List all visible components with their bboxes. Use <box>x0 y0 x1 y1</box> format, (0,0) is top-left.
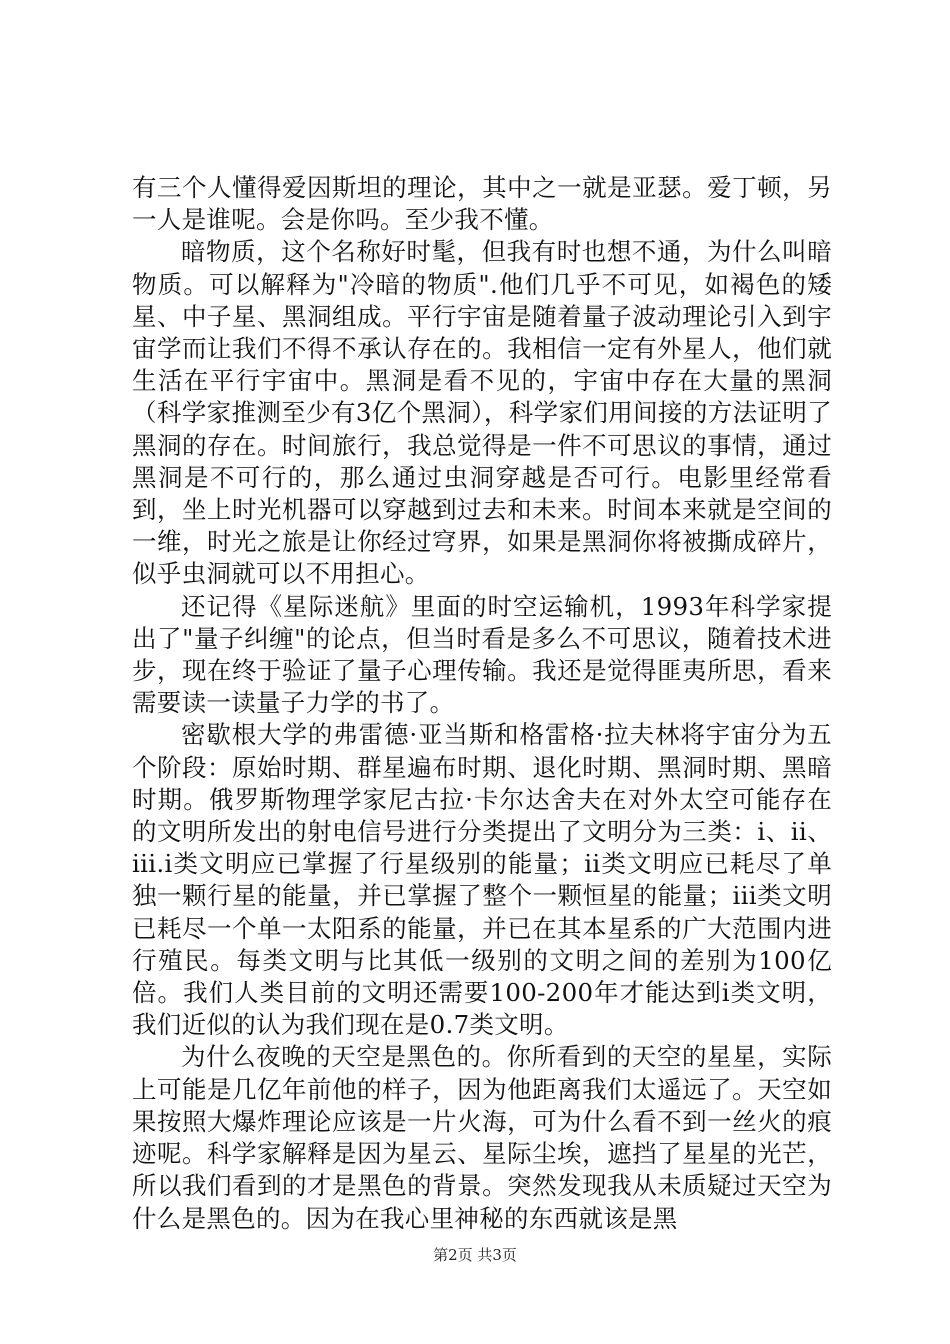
body-text <box>132 172 832 1235</box>
paragraph-5: 为什么夜晚的天空是黑色的。你所看到的天空的星星，实际上可能是几亿年前他的样子，因为他距离我们太遥远了。天空如果按照大爆炸理论应该是一片火海，可为什么看不到一丝火的痕迹呢。科学家解释是因为星云、星际尘埃，遮挡了星星的光芒，所以我们看到的才是黑色的背景。突然发现我从未质疑过天空为什么是黑色的。因为在我心里神秘的东西就该是黑 <box>132 1042 832 1233</box>
paragraph-1: 有三个人懂得爱因斯坦的理论，其中之一就是亚瑟。爱丁顿，另一人是谁呢。会是你吗。至少我不懂。 <box>132 173 832 235</box>
page-number-footer: 第2页 共3页 <box>433 1246 517 1264</box>
paragraph-3: 还记得《星际迷航》里面的时空运输机，1993年科学家提出了"量子纠缠"的论点，但当时看是多么不可思议，随着技术进步，现在终于验证了量子心理传输。我还是觉得匪夷所思，看来需要读一读量子力学的书了。 <box>132 591 832 718</box>
paragraph-4: 密歇根大学的弗雷德·亚当斯和格雷格·拉夫林将宇宙分为五个阶段：原始时期、群星遍布时期、退化时期、黑洞时期、黑暗时期。俄罗斯物理学家尼古拉·卡尔达舍夫在对外太空可能存在的文明所发出的射电信号进行分类提出了文明分为三类：i、ii、iii.i类文明应已掌握了行星级别的能量；ii类文明应已耗尽了单独一颗行星的能量，并已掌握了整个一颗恒星的能量；iii类文明已耗尽一个单一太阳系的能量，并已在其本星系的广大范围内进行殖民。每类文明与比其低一级别的文明之间的差别为100亿倍。我们人类目前的文明还需要100-200年才能达到i类文明，我们近似的认为我们现在是0.7类文明。 <box>132 720 832 1040</box>
paragraph-2: 暗物质，这个名称好时髦，但我有时也想不通，为什么叫暗物质。可以解释为"冷暗的物质".他们几乎不可见，如褐色的矮星、中子星、黑洞组成。平行宇宙是随着量子波动理论引入到宇宙学而让我们不得不承认存在的。我相信一定有外星人，他们就生活在平行宇宙中。黑洞是看不见的，宇宙中存在大量的黑洞（科学家推测至少有3亿个黑洞），科学家们用间接的方法证明了黑洞的存在。时间旅行，我总觉得是一件不可思议的事情，通过黑洞是不可行的，那么通过虫洞穿越是否可行。电影里经常看到，坐上时光机器可以穿越到过去和未来。时间本来就是空间的一维，时光之旅是让你经过穹界，如果是黑洞你将被撕成碎片，似乎虫洞就可以不用担心。 <box>132 237 832 589</box>
